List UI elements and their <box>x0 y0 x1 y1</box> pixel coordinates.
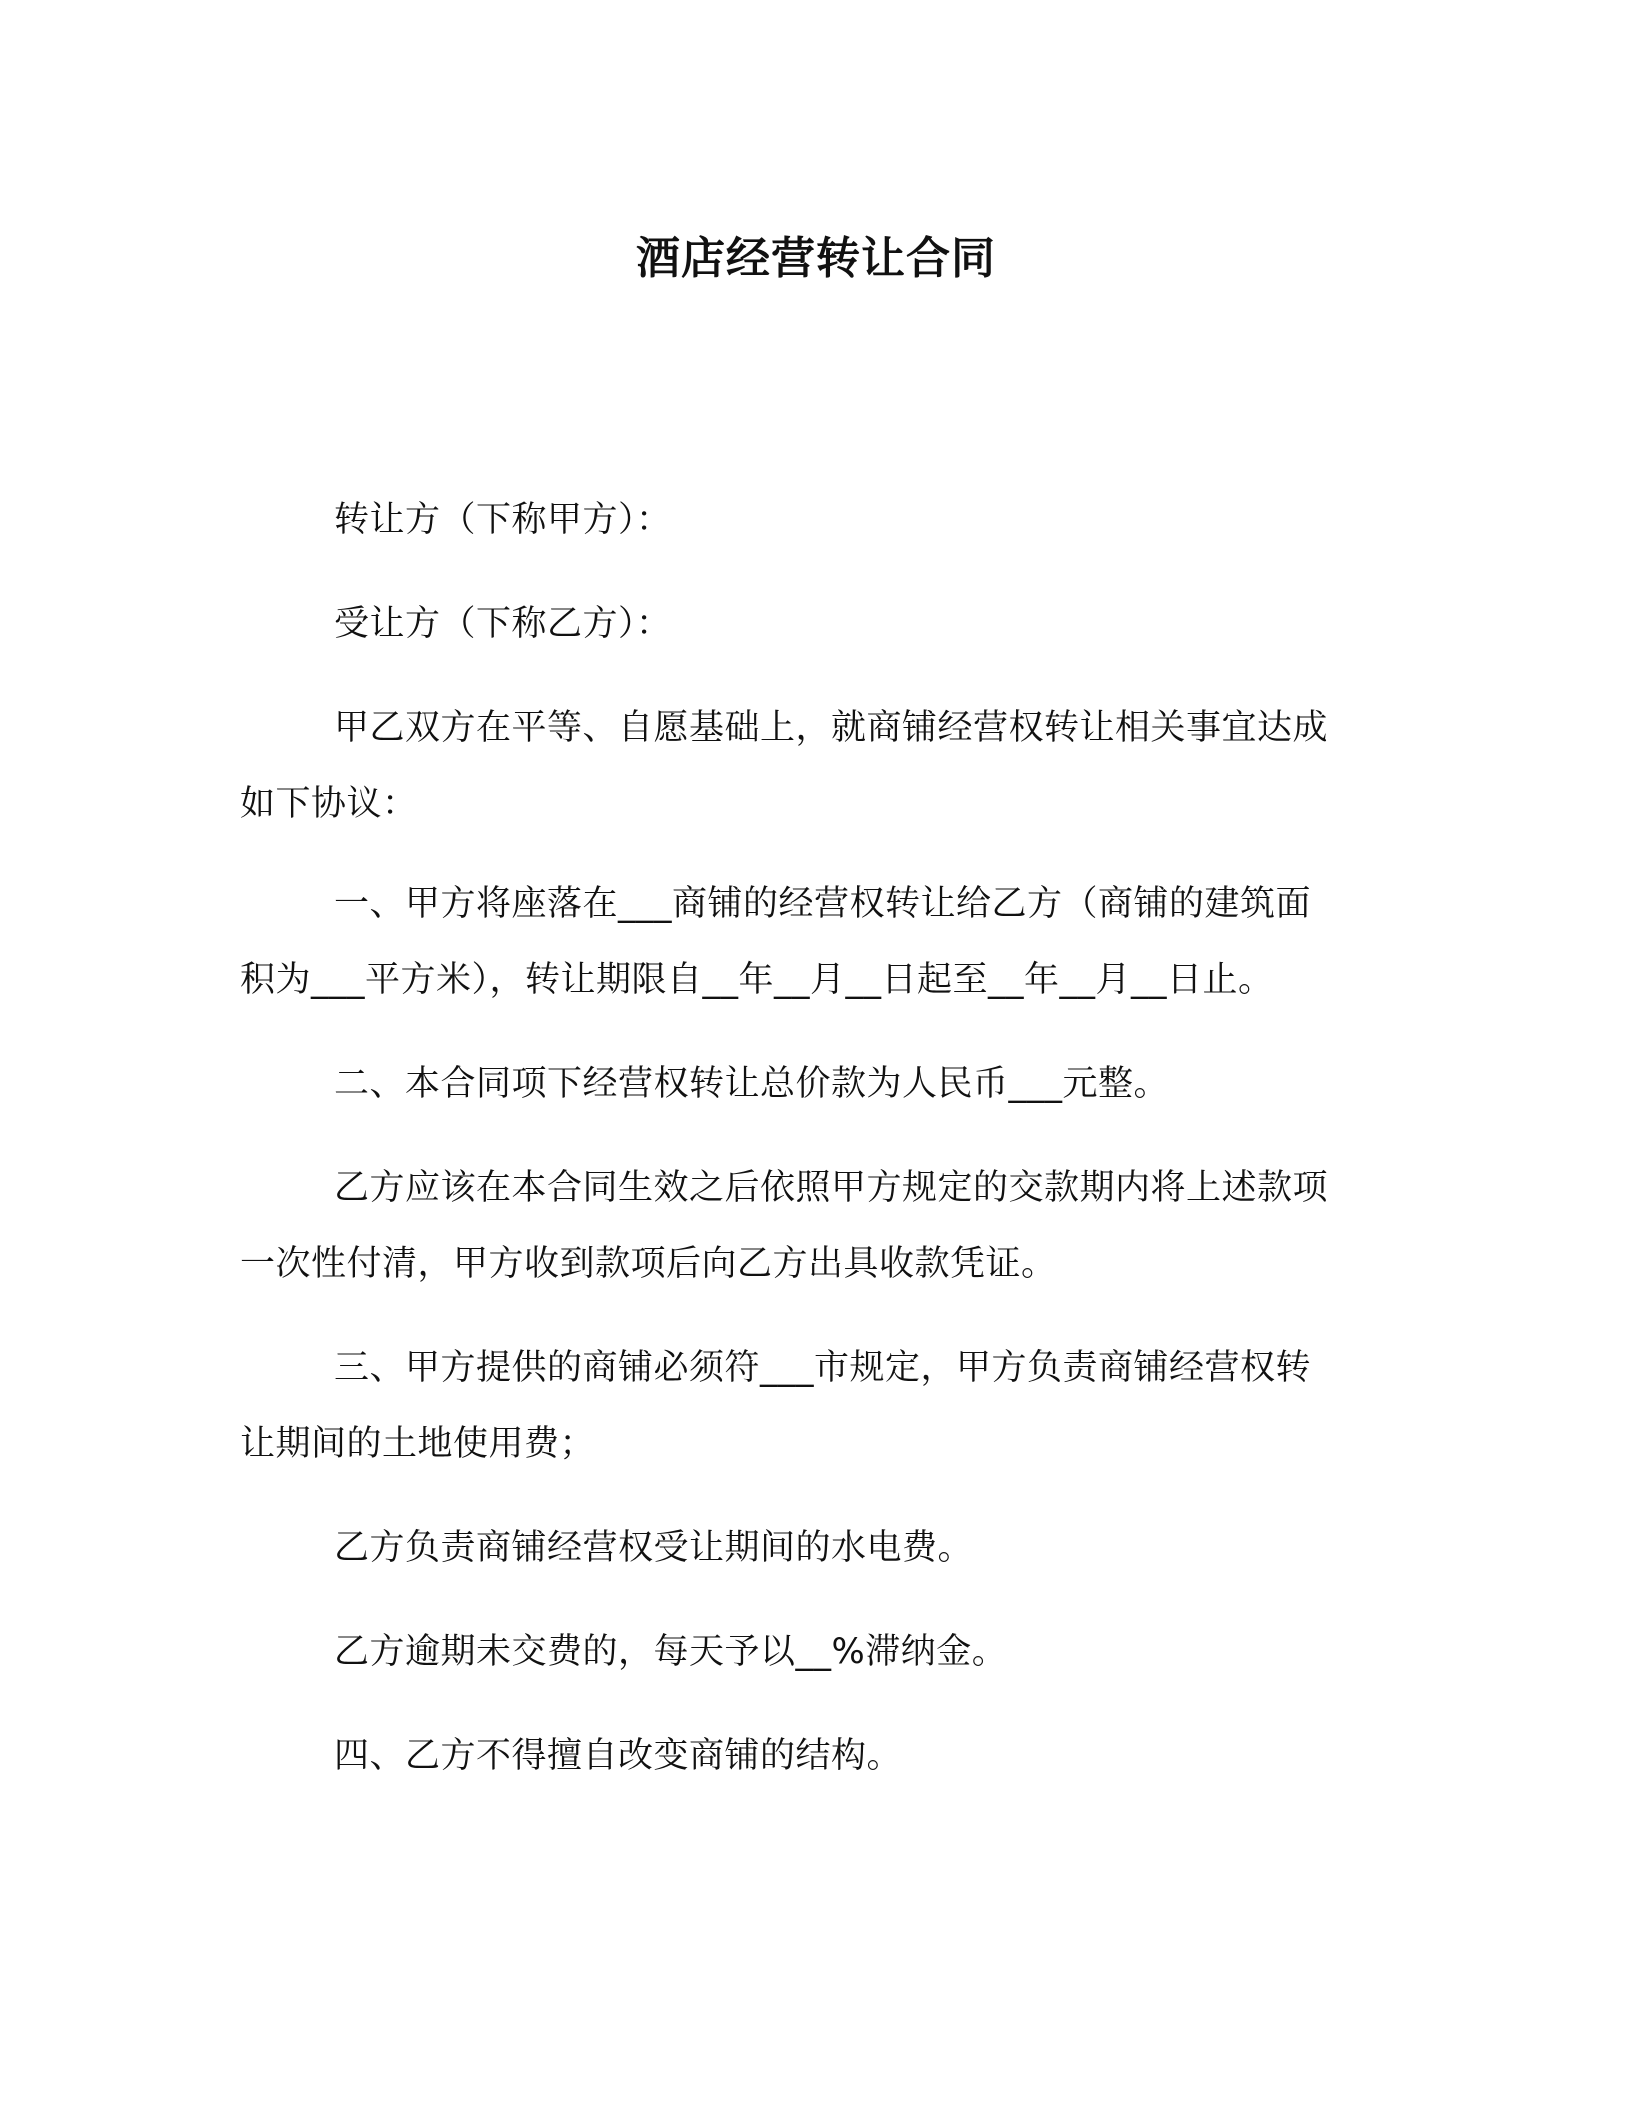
transferor-line: 转让方（下称甲方）： <box>334 500 672 540</box>
document-title: 酒店经营转让合同 <box>636 233 996 284</box>
clause-3-line-2: 让期间的土地使用费； <box>240 1424 596 1464</box>
clause-3-para-2: 乙方负责商铺经营权受让期间的水电费。 <box>334 1528 974 1568</box>
clause-2-para-2-line-1: 乙方应该在本合同生效之后依照甲方规定的交款期内将上述款项 <box>334 1168 1329 1208</box>
clause-3-line-1: 三、甲方提供的商铺必须符___市规定，甲方负责商铺经营权转 <box>334 1348 1312 1388</box>
clause-2-line-1: 二、本合同项下经营权转让总价款为人民币___元整。 <box>334 1064 1170 1104</box>
preamble-line-1: 甲乙双方在平等、自愿基础上，就商铺经营权转让相关事宜达成 <box>334 708 1329 748</box>
clause-3-para-3: 乙方逾期未交费的，每天予以__%滞纳金。 <box>334 1632 1008 1672</box>
clause-1-line-1: 一、甲方将座落在___商铺的经营权转让给乙方（商铺的建筑面 <box>334 884 1312 924</box>
clause-4-line-1: 四、乙方不得擅自改变商铺的结构。 <box>334 1736 903 1776</box>
clause-1-line-2: 积为___平方米），转让期限自__年__月__日起至__年__月__日止。 <box>240 960 1274 1000</box>
preamble-line-2: 如下协议： <box>240 784 418 824</box>
clause-2-para-2-line-2: 一次性付清，甲方收到款项后向乙方出具收款凭证。 <box>240 1244 1057 1284</box>
transferee-line: 受让方（下称乙方）： <box>334 604 672 644</box>
